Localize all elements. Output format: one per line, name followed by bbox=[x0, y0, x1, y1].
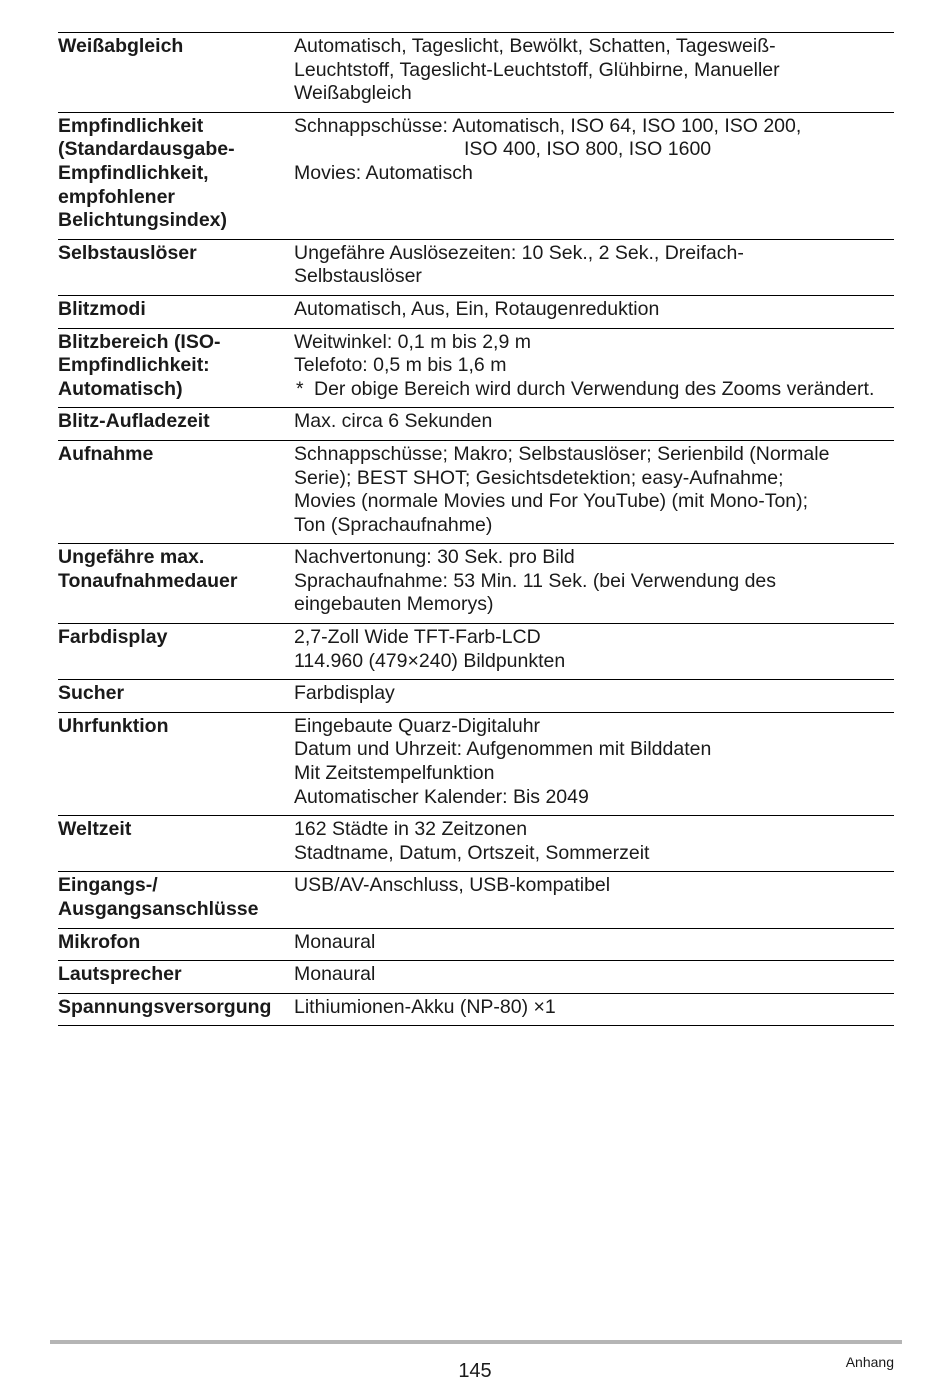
spec-value bbox=[294, 680, 894, 713]
spec-label bbox=[58, 680, 294, 713]
spec-value-line: Datum und Uhrzeit: Aufgenommen mit Bilddaten bbox=[294, 738, 712, 761]
spec-label bbox=[58, 712, 294, 815]
spec-value-line: Weitwinkel: 0,1 m bis 2,9 m bbox=[294, 330, 531, 353]
spec-row bbox=[58, 961, 894, 994]
spec-row bbox=[58, 408, 894, 441]
spec-value-line: Automatischer Kalender: Bis 2049 bbox=[294, 785, 589, 808]
spec-value-line: Schnappschüsse; Makro; Selbstauslöser; Serienbild (Normale bbox=[294, 442, 830, 465]
spec-value-line: Farbdisplay bbox=[294, 682, 395, 705]
spec-label bbox=[58, 928, 294, 961]
spec-label bbox=[58, 872, 294, 928]
spec-label bbox=[58, 239, 294, 295]
footer-rule bbox=[50, 1340, 902, 1344]
spec-label-line: Mikrofon bbox=[58, 930, 141, 953]
spec-label-line: Ungefähre max. bbox=[58, 546, 205, 569]
spec-label bbox=[58, 440, 294, 543]
spec-value-line: USB/AV-Anschluss, USB-kompatibel bbox=[294, 874, 611, 897]
spec-value-line: Monaural bbox=[294, 930, 376, 953]
spec-value-line: Serie); BEST SHOT; Gesichtsdetektion; easy-Aufnahme; bbox=[294, 466, 784, 489]
spec-table bbox=[58, 32, 894, 1026]
spec-label-line: Lautsprecher bbox=[58, 963, 182, 986]
spec-label bbox=[58, 816, 294, 872]
spec-value-line: Nachvertonung: 30 Sek. pro Bild bbox=[294, 546, 575, 569]
spec-label-line: Ausgangsanschlüsse bbox=[58, 898, 259, 920]
spec-label-line: empfohlener bbox=[58, 185, 176, 208]
spec-row bbox=[58, 440, 894, 543]
spec-label-line: Eingangs-/ bbox=[58, 874, 158, 897]
spec-value-line: Weißabgleich bbox=[294, 82, 412, 105]
spec-label-line: Empfindlichkeit, bbox=[58, 161, 209, 184]
note-text: Der obige Bereich wird durch Verwendung des Zooms verändert. bbox=[314, 377, 875, 400]
spec-label-line: Spannungsversorgung bbox=[58, 995, 272, 1018]
spec-label bbox=[58, 295, 294, 328]
spec-value-line: Ton (Sprachaufnahme) bbox=[294, 513, 493, 536]
spec-value bbox=[294, 624, 894, 680]
page-number: 145 bbox=[458, 1360, 492, 1382]
spec-row bbox=[58, 544, 894, 624]
spec-label-line: Weltzeit bbox=[58, 818, 132, 841]
spec-value-line: Sprachaufnahme: 53 Min. 11 Sek. (bei Verwendung des bbox=[294, 569, 777, 592]
spec-label-line: Weißabgleich bbox=[58, 35, 184, 57]
spec-label bbox=[58, 328, 294, 408]
spec-row bbox=[58, 993, 894, 1026]
spec-value bbox=[294, 328, 894, 408]
spec-value-line: Leuchtstoff, Tageslicht-Leuchtstoff, Glühbirne, Manueller bbox=[294, 58, 780, 81]
spec-value bbox=[294, 993, 894, 1026]
spec-value-line: eingebauten Memorys) bbox=[294, 593, 494, 616]
spec-label-line: (Standardausgabe- bbox=[58, 138, 235, 161]
spec-value bbox=[294, 872, 894, 928]
spec-label-line: Selbstauslöser bbox=[58, 241, 197, 264]
spec-label-line: Automatisch) bbox=[58, 377, 183, 400]
spec-value-line: Automatisch, Tageslicht, Bewölkt, Schatten, Tagesweiß- bbox=[294, 35, 776, 57]
spec-value-line: Movies: Automatisch bbox=[294, 161, 473, 184]
spec-value-line: Monaural bbox=[294, 963, 376, 986]
spec-value bbox=[294, 408, 894, 441]
spec-value bbox=[294, 961, 894, 994]
spec-label-line: Blitz-Aufladezeit bbox=[58, 410, 210, 433]
spec-note bbox=[294, 378, 894, 402]
spec-label bbox=[58, 112, 294, 239]
spec-table-body bbox=[58, 33, 894, 1026]
spec-row bbox=[58, 928, 894, 961]
spec-label bbox=[58, 544, 294, 624]
spec-value-line: Telefoto: 0,5 m bis 1,6 m bbox=[294, 354, 507, 377]
spec-row bbox=[58, 624, 894, 680]
spec-value-line: Max. circa 6 Sekunden bbox=[294, 410, 493, 433]
spec-label-line: Farbdisplay bbox=[58, 626, 168, 649]
spec-label-line: Blitzbereich (ISO- bbox=[58, 330, 221, 353]
spec-row bbox=[58, 680, 894, 713]
spec-row bbox=[58, 295, 894, 328]
spec-row bbox=[58, 112, 894, 239]
spec-row bbox=[58, 33, 894, 113]
spec-label-line: Belichtungsindex) bbox=[58, 209, 228, 232]
spec-label-line: Aufnahme bbox=[58, 442, 154, 465]
spec-label bbox=[58, 33, 294, 113]
spec-value-line: Selbstauslöser bbox=[294, 265, 422, 288]
spec-label bbox=[58, 961, 294, 994]
section-label: Anhang bbox=[845, 1354, 894, 1370]
spec-label-line: Tonaufnahmedauer bbox=[58, 569, 238, 592]
spec-value-line: Stadtname, Datum, Ortszeit, Sommerzeit bbox=[294, 841, 650, 864]
spec-label-line: Empfindlichkeit bbox=[58, 114, 204, 137]
spec-value bbox=[294, 33, 894, 113]
spec-value-line: Schnappschüsse: Automatisch, ISO 64, ISO 100, ISO 200, bbox=[294, 114, 802, 137]
spec-value bbox=[294, 816, 894, 872]
spec-value-line: Mit Zeitstempelfunktion bbox=[294, 762, 495, 785]
spec-value bbox=[294, 712, 894, 815]
spec-value-line: Movies (normale Movies und For YouTube) (mit Mono-Ton); bbox=[294, 490, 809, 513]
spec-label-line: Empfindlichkeit: bbox=[58, 354, 210, 377]
spec-value-line: Automatisch, Aus, Ein, Rotaugenreduktion bbox=[294, 297, 660, 320]
note-marker: * bbox=[296, 377, 304, 400]
spec-value-line: Lithiumionen-Akku (NP-80) ×1 bbox=[294, 995, 556, 1018]
spec-value bbox=[294, 295, 894, 328]
spec-value bbox=[294, 928, 894, 961]
spec-value-line: 114.960 (479×240) Bildpunkten bbox=[294, 649, 566, 672]
spec-value bbox=[294, 239, 894, 295]
spec-value-line: Eingebaute Quarz-Digitaluhr bbox=[294, 714, 541, 737]
spec-label bbox=[58, 993, 294, 1026]
spec-value bbox=[294, 440, 894, 543]
spec-label-line: Blitzmodi bbox=[58, 297, 146, 320]
spec-label bbox=[58, 408, 294, 441]
spec-row bbox=[58, 712, 894, 815]
spec-value-line: Ungefähre Auslösezeiten: 10 Sek., 2 Sek., Dreifach- bbox=[294, 241, 744, 264]
spec-value-line: ISO 400, ISO 800, ISO 1600 bbox=[464, 138, 712, 161]
spec-value-line: 2,7-Zoll Wide TFT-Farb-LCD bbox=[294, 626, 541, 649]
spec-row bbox=[58, 872, 894, 928]
spec-row bbox=[58, 239, 894, 295]
spec-value bbox=[294, 544, 894, 624]
spec-row bbox=[58, 816, 894, 872]
spec-label bbox=[58, 624, 294, 680]
spec-row bbox=[58, 328, 894, 408]
spec-value bbox=[294, 112, 894, 239]
spec-value-line: 162 Städte in 32 Zeitzonen bbox=[294, 818, 528, 841]
spec-label-line: Uhrfunktion bbox=[58, 714, 169, 737]
spec-label-line: Sucher bbox=[58, 682, 125, 705]
